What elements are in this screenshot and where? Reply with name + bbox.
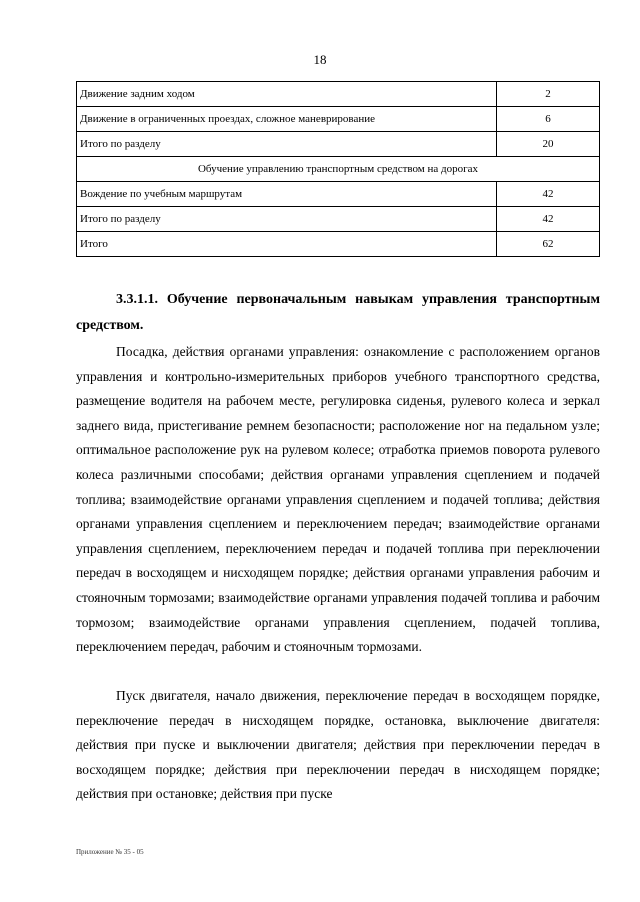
table-row (77, 82, 600, 107)
table-row (77, 207, 600, 232)
table-row (77, 107, 600, 132)
table-section-row (77, 157, 600, 182)
row-label: Движение задним ходом (77, 82, 497, 107)
section-title: Обучение управлению транспортным средством на дорогах (77, 157, 600, 182)
row-label: Итого по разделу (77, 207, 497, 232)
paragraph: Пуск двигателя, начало движения, переключение передач в восходящем порядке, переключение передач в нисходящем порядке, остановка, выключение двигателя: действия при пуске и выключении двигателя; действия при переключении передач в восходящем порядке; действия при переключении передач в нисходящем порядке; действия при остановке; действия при пуске (76, 688, 600, 802)
section-heading: 3.3.1.1. Обучение первоначальным навыкам управления транспортным средством. (76, 292, 600, 333)
row-value: 2 (497, 82, 600, 107)
row-value: 42 (497, 182, 600, 207)
page-number: 18 (313, 52, 327, 67)
row-value: 42 (497, 207, 600, 232)
footer-note: Приложение № 35 - 05 (76, 848, 144, 856)
paragraph: Посадка, действия органами управления: ознакомление с расположением органов управления и контрольно-измерительных приборов учебного транспортного средства, размещение водителя на рабочем месте, регулировка сиденья, рулевого колеса и зеркал заднего вида, пристегивание ремнем безопасности; расположение ног на педальном узле; оптимальное расположение рук на рулевом колесе; отработка приемов поворота рулевого колеса различными способами; действия органами управления сцеплением и подачей топлива; взаимодействие органами управления сцеплением и подачей топлива; действия органами управления сцеплением и переключением передач; взаимодействие органами управления сцеплением, переключением передач и подачей топлива при переключении передач в восходящем и нисходящем порядке; действия органами управления рабочим и стояночным тормозами; взаимодействие органами управления подачей топлива и рабочим тормозом; взаимодействие органами управления сцеплением, подачей топлива, переключением передач, рабочим и стояночным тормозами. (76, 344, 600, 655)
table-row (77, 132, 600, 157)
row-value: 20 (497, 132, 600, 157)
row-label: Итого по разделу (77, 132, 497, 157)
row-value: 62 (497, 232, 600, 257)
hours-table (76, 81, 600, 257)
row-label: Итого (77, 232, 497, 257)
table-row (77, 232, 600, 257)
row-label: Вождение по учебным маршрутам (77, 182, 497, 207)
table-row (77, 182, 600, 207)
row-value: 6 (497, 107, 600, 132)
row-label: Движение в ограниченных проездах, сложное маневрирование (77, 107, 497, 132)
